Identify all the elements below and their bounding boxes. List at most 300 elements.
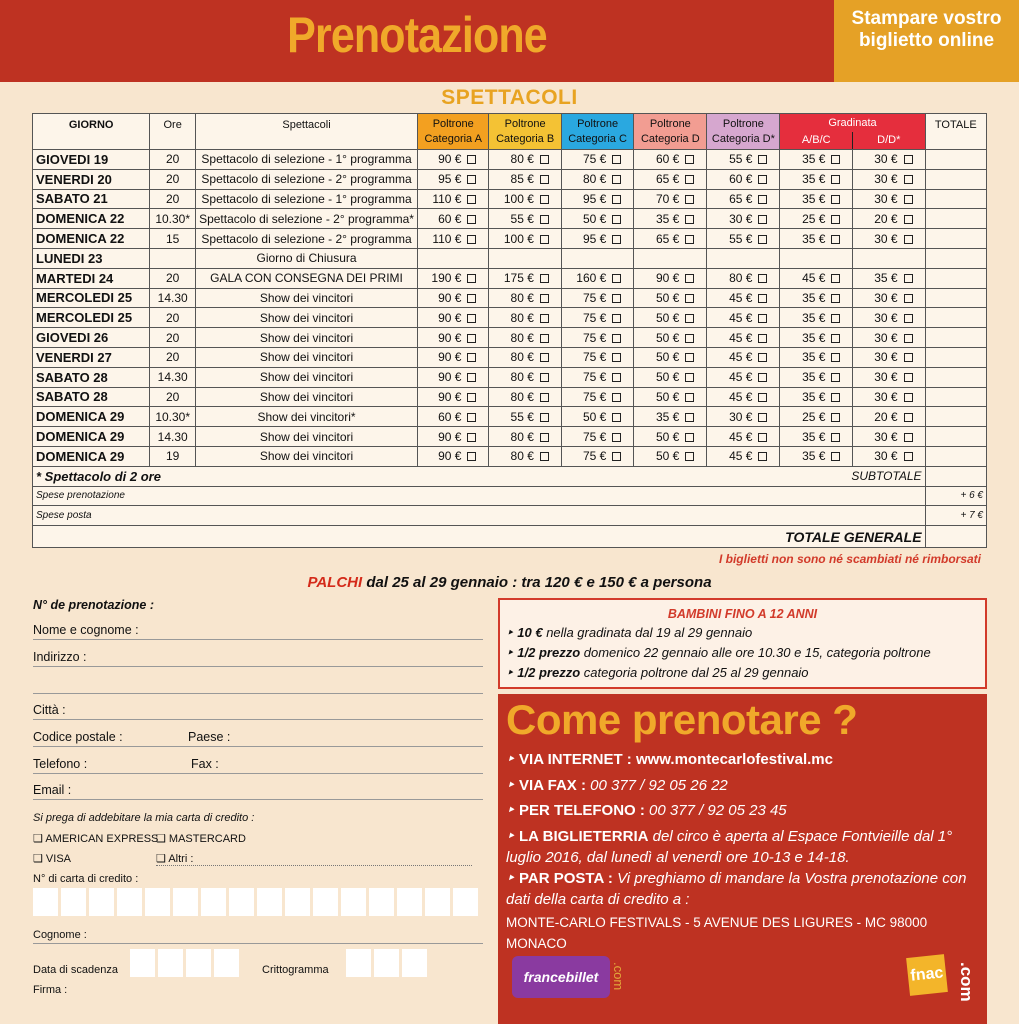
- checkbox-icon[interactable]: [904, 413, 913, 422]
- price-cell[interactable]: 35 €: [780, 229, 853, 249]
- price-cell[interactable]: 100 €: [489, 189, 561, 209]
- day-cell: MERCOLEDI 25: [33, 288, 150, 308]
- total-cell[interactable]: [925, 150, 986, 170]
- price-cell[interactable]: 35 €: [780, 446, 853, 466]
- card-number-label: N° di carta di credito :: [33, 873, 139, 885]
- checkbox-icon[interactable]: [904, 235, 913, 244]
- price-cell[interactable]: 90 €: [417, 328, 488, 348]
- checkbox-icon[interactable]: [540, 294, 549, 303]
- price-cell[interactable]: 95 €: [561, 229, 633, 249]
- col-cat-a: Poltrone Categoria A: [417, 114, 488, 150]
- checkbox-icon[interactable]: [685, 393, 694, 402]
- price-cell[interactable]: 70 €: [634, 189, 707, 209]
- checkbox-icon[interactable]: [540, 452, 549, 461]
- checkbox-icon[interactable]: [758, 393, 767, 402]
- expiry-input[interactable]: [130, 949, 239, 977]
- checkbox-icon[interactable]: [758, 274, 767, 283]
- price-cell[interactable]: 50 €: [634, 288, 707, 308]
- price-cell[interactable]: 30 €: [853, 288, 925, 308]
- price-cell[interactable]: 35 €: [780, 189, 853, 209]
- price-cell[interactable]: 30 €: [853, 387, 925, 407]
- price-cell[interactable]: 35 €: [780, 328, 853, 348]
- price-cell[interactable]: 110 €: [417, 189, 488, 209]
- fnac-com: .com: [957, 962, 976, 1002]
- checkbox-icon[interactable]: [758, 175, 767, 184]
- price-cell[interactable]: 90 €: [417, 150, 488, 170]
- booking-number-label: N° de prenotazione :: [33, 598, 154, 612]
- day-cell: DOMENICA 22: [33, 229, 150, 249]
- price-cell[interactable]: 75 €: [561, 446, 633, 466]
- price-cell[interactable]: 75 €: [561, 288, 633, 308]
- checkbox-icon[interactable]: [758, 314, 767, 323]
- checkbox-icon[interactable]: [831, 175, 840, 184]
- total-cell[interactable]: [925, 169, 986, 189]
- price-cell[interactable]: 75 €: [561, 150, 633, 170]
- table-row: [33, 427, 987, 447]
- checkbox-icon[interactable]: [540, 155, 549, 164]
- price-cell[interactable]: 75 €: [561, 387, 633, 407]
- price-cell[interactable]: 50 €: [634, 367, 707, 387]
- price-cell[interactable]: 30 €: [853, 150, 925, 170]
- price-cell[interactable]: 175 €: [489, 268, 561, 288]
- how-to-book-panel: [498, 694, 987, 1024]
- checkbox-icon[interactable]: [467, 175, 476, 184]
- checkbox-icon[interactable]: [904, 215, 913, 224]
- price-cell[interactable]: 80 €: [489, 367, 561, 387]
- checkbox-icon[interactable]: [540, 413, 549, 422]
- price-cell[interactable]: 35 €: [780, 169, 853, 189]
- time-cell: 20: [150, 347, 196, 367]
- checkbox-icon[interactable]: [904, 314, 913, 323]
- price-cell[interactable]: 30 €: [853, 229, 925, 249]
- empty-cell: [707, 248, 780, 268]
- checkbox-icon[interactable]: [904, 334, 913, 343]
- price-cell[interactable]: 80 €: [561, 169, 633, 189]
- time-cell: 20: [150, 387, 196, 407]
- price-cell[interactable]: 65 €: [634, 229, 707, 249]
- checkbox-icon[interactable]: [612, 353, 621, 362]
- price-cell[interactable]: 50 €: [634, 328, 707, 348]
- table-row: [33, 150, 987, 170]
- price-cell[interactable]: 35 €: [780, 288, 853, 308]
- price-cell[interactable]: 110 €: [417, 229, 488, 249]
- checkbox-icon[interactable]: [831, 334, 840, 343]
- checkbox-icon[interactable]: [467, 433, 476, 442]
- email-field[interactable]: Email :: [33, 780, 483, 800]
- price-cell[interactable]: 75 €: [561, 347, 633, 367]
- price-cell[interactable]: 55 €: [489, 407, 561, 427]
- price-cell[interactable]: 80 €: [489, 387, 561, 407]
- price-cell[interactable]: 60 €: [634, 150, 707, 170]
- checkbox-icon[interactable]: [685, 413, 694, 422]
- checkbox-icon[interactable]: [467, 155, 476, 164]
- price-cell[interactable]: 85 €: [489, 169, 561, 189]
- total-cell[interactable]: [925, 248, 986, 268]
- price-cell[interactable]: 30 €: [707, 407, 780, 427]
- checkbox-icon[interactable]: [758, 334, 767, 343]
- price-cell[interactable]: 75 €: [561, 367, 633, 387]
- table-row: [33, 248, 987, 268]
- price-cell[interactable]: 30 €: [853, 347, 925, 367]
- price-cell[interactable]: 160 €: [561, 268, 633, 288]
- show-cell: Show dei vincitori: [196, 446, 418, 466]
- price-cell[interactable]: 45 €: [707, 427, 780, 447]
- checkbox-icon[interactable]: [612, 334, 621, 343]
- checkbox-icon[interactable]: [685, 452, 694, 461]
- price-cell[interactable]: 30 €: [853, 367, 925, 387]
- price-cell[interactable]: 50 €: [634, 427, 707, 447]
- price-cell[interactable]: 20 €: [853, 407, 925, 427]
- price-cell[interactable]: 35 €: [634, 407, 707, 427]
- price-cell[interactable]: 55 €: [707, 150, 780, 170]
- fnac-logo[interactable]: fnac: [906, 954, 948, 996]
- phone-info: ‣ PER TELEFONO : 00 377 / 92 05 23 45: [506, 802, 787, 819]
- checkbox-icon[interactable]: [685, 334, 694, 343]
- checkbox-icon[interactable]: [904, 373, 913, 382]
- checkbox-icon[interactable]: [831, 314, 840, 323]
- total-cell[interactable]: [925, 209, 986, 229]
- checkbox-icon[interactable]: [685, 215, 694, 224]
- price-cell[interactable]: 35 €: [780, 150, 853, 170]
- price-cell[interactable]: 50 €: [634, 308, 707, 328]
- checkbox-icon[interactable]: [904, 175, 913, 184]
- address-field[interactable]: Indirizzo :: [33, 647, 483, 667]
- checkbox-icon[interactable]: [612, 195, 621, 204]
- price-cell[interactable]: 45 €: [707, 308, 780, 328]
- total-cell[interactable]: [925, 427, 986, 447]
- no-refund-note: I biglietti non sono né scambiati né rimborsati: [718, 552, 981, 566]
- checkbox-icon[interactable]: [467, 294, 476, 303]
- checkbox-icon[interactable]: [758, 373, 767, 382]
- francebillet-logo[interactable]: francebillet: [512, 956, 610, 998]
- checkbox-icon[interactable]: [831, 195, 840, 204]
- price-cell[interactable]: 45 €: [707, 446, 780, 466]
- checkbox-icon[interactable]: [540, 274, 549, 283]
- price-cell[interactable]: 95 €: [561, 189, 633, 209]
- checkbox-icon[interactable]: [904, 353, 913, 362]
- price-cell[interactable]: 35 €: [853, 268, 925, 288]
- show-cell: Giorno di Chiusura: [196, 248, 418, 268]
- price-cell[interactable]: 60 €: [417, 407, 488, 427]
- price-cell[interactable]: 65 €: [634, 169, 707, 189]
- checkbox-icon[interactable]: [540, 314, 549, 323]
- price-cell[interactable]: 50 €: [561, 407, 633, 427]
- grand-total-label: TOTALE GENERALE: [33, 526, 926, 548]
- price-cell[interactable]: 50 €: [634, 347, 707, 367]
- show-cell: Show dei vincitori: [196, 347, 418, 367]
- price-cell[interactable]: 60 €: [707, 169, 780, 189]
- name-field[interactable]: Nome e cognome :: [33, 620, 483, 640]
- price-cell[interactable]: 100 €: [489, 229, 561, 249]
- checkbox-icon[interactable]: [904, 393, 913, 402]
- section-title: SPETTACOLI: [441, 86, 578, 109]
- checkbox-icon[interactable]: [540, 235, 549, 244]
- price-cell[interactable]: 80 €: [489, 288, 561, 308]
- checkbox-icon[interactable]: [904, 294, 913, 303]
- checkbox-icon[interactable]: [685, 314, 694, 323]
- time-cell: 20: [150, 169, 196, 189]
- checkbox-icon[interactable]: [758, 433, 767, 442]
- price-cell[interactable]: 35 €: [780, 347, 853, 367]
- checkbox-icon[interactable]: [540, 215, 549, 224]
- total-cell[interactable]: [925, 387, 986, 407]
- cvv-label: Crittogramma: [262, 964, 329, 976]
- price-cell[interactable]: 45 €: [707, 387, 780, 407]
- show-cell: Spettacolo di selezione - 2° programma*: [196, 209, 418, 229]
- checkbox-icon[interactable]: [540, 393, 549, 402]
- checkbox-icon[interactable]: [685, 235, 694, 244]
- price-cell[interactable]: 30 €: [853, 308, 925, 328]
- grand-total-cell[interactable]: [925, 526, 986, 548]
- amex-checkbox[interactable]: ❑ AMERICAN EXPRESS: [33, 833, 159, 845]
- show-cell: Show dei vincitori: [196, 367, 418, 387]
- price-cell[interactable]: 45 €: [780, 268, 853, 288]
- print-ticket-button[interactable]: Stampare vostro biglietto online: [834, 0, 1019, 82]
- price-cell[interactable]: 90 €: [417, 367, 488, 387]
- price-cell[interactable]: 45 €: [707, 347, 780, 367]
- internet-link[interactable]: ‣ VIA INTERNET : www.montecarlofestival.mc: [506, 751, 833, 768]
- booking-fee-value: + 6 €: [925, 486, 986, 506]
- checkbox-icon[interactable]: [758, 294, 767, 303]
- palchi-info: PALCHI dal 25 al 29 gennaio : tra 120 € e 150 € a persona: [307, 574, 712, 591]
- checkbox-icon[interactable]: [612, 413, 621, 422]
- checkbox-icon[interactable]: [685, 353, 694, 362]
- checkbox-icon[interactable]: [904, 274, 913, 283]
- checkbox-icon[interactable]: [540, 373, 549, 382]
- checkbox-icon[interactable]: [685, 274, 694, 283]
- checkbox-icon[interactable]: [612, 433, 621, 442]
- checkbox-icon[interactable]: [540, 433, 549, 442]
- table-row: [33, 308, 987, 328]
- checkbox-icon[interactable]: [831, 373, 840, 382]
- checkbox-icon[interactable]: [467, 413, 476, 422]
- time-cell: 14.30: [150, 367, 196, 387]
- price-cell[interactable]: 30 €: [853, 189, 925, 209]
- total-cell[interactable]: [925, 268, 986, 288]
- price-cell[interactable]: 75 €: [561, 427, 633, 447]
- checkbox-icon[interactable]: [612, 393, 621, 402]
- time-cell: 14.30: [150, 427, 196, 447]
- price-cell[interactable]: 65 €: [707, 189, 780, 209]
- checkbox-icon[interactable]: [612, 294, 621, 303]
- price-cell[interactable]: 55 €: [489, 209, 561, 229]
- price-cell[interactable]: 95 €: [417, 169, 488, 189]
- cvv-input[interactable]: [346, 949, 427, 977]
- checkbox-icon[interactable]: [758, 215, 767, 224]
- address-field-2[interactable]: [33, 674, 483, 694]
- price-cell[interactable]: 80 €: [489, 427, 561, 447]
- checkbox-icon[interactable]: [467, 274, 476, 283]
- how-to-book-title: Come prenotare ?: [506, 696, 858, 743]
- price-cell[interactable]: 20 €: [853, 209, 925, 229]
- card-number-input[interactable]: [33, 888, 478, 916]
- price-cell[interactable]: 50 €: [561, 209, 633, 229]
- day-cell: SABATO 28: [33, 367, 150, 387]
- postal-address: MONTE-CARLO FESTIVALS - 5 AVENUE DES LIGURES - MC 98000 MONACO: [506, 915, 928, 951]
- price-cell[interactable]: 75 €: [561, 328, 633, 348]
- checkbox-icon[interactable]: [758, 452, 767, 461]
- price-cell[interactable]: 90 €: [417, 308, 488, 328]
- checkbox-icon[interactable]: [685, 195, 694, 204]
- price-cell[interactable]: 30 €: [853, 328, 925, 348]
- price-cell[interactable]: 35 €: [634, 209, 707, 229]
- day-cell: DOMENICA 29: [33, 446, 150, 466]
- time-cell: 20: [150, 328, 196, 348]
- day-cell: DOMENICA 22: [33, 209, 150, 229]
- price-cell[interactable]: 45 €: [707, 328, 780, 348]
- price-cell[interactable]: 190 €: [417, 268, 488, 288]
- price-cell[interactable]: 90 €: [417, 288, 488, 308]
- checkbox-icon[interactable]: [540, 353, 549, 362]
- price-cell[interactable]: 90 €: [417, 427, 488, 447]
- price-cell[interactable]: 80 €: [489, 328, 561, 348]
- table-row: [33, 407, 987, 427]
- empty-cell: [634, 248, 707, 268]
- checkbox-icon[interactable]: [831, 393, 840, 402]
- checkbox-icon[interactable]: [540, 334, 549, 343]
- checkbox-icon[interactable]: [904, 155, 913, 164]
- checkbox-icon[interactable]: [467, 195, 476, 204]
- price-cell[interactable]: 50 €: [634, 387, 707, 407]
- checkbox-icon[interactable]: [831, 274, 840, 283]
- price-cell[interactable]: 90 €: [417, 387, 488, 407]
- checkbox-icon[interactable]: [612, 373, 621, 382]
- show-cell: Show dei vincitori: [196, 328, 418, 348]
- total-cell[interactable]: [925, 308, 986, 328]
- price-cell[interactable]: 90 €: [634, 268, 707, 288]
- checkbox-icon[interactable]: [758, 235, 767, 244]
- checkbox-icon[interactable]: [612, 452, 621, 461]
- checkbox-icon[interactable]: [904, 195, 913, 204]
- checkbox-icon[interactable]: [467, 314, 476, 323]
- checkbox-icon[interactable]: [831, 413, 840, 422]
- day-cell: GIOVEDI 19: [33, 150, 150, 170]
- show-cell: Show dei vincitori: [196, 387, 418, 407]
- checkbox-icon[interactable]: [612, 155, 621, 164]
- price-cell[interactable]: 35 €: [780, 387, 853, 407]
- price-cell[interactable]: 80 €: [489, 308, 561, 328]
- checkbox-icon[interactable]: [540, 175, 549, 184]
- price-cell[interactable]: 25 €: [780, 209, 853, 229]
- fax-info: ‣ VIA FAX : 00 377 / 92 05 26 22: [506, 777, 728, 794]
- checkbox-icon[interactable]: [831, 294, 840, 303]
- price-cell[interactable]: 80 €: [489, 446, 561, 466]
- checkbox-icon[interactable]: [758, 413, 767, 422]
- checkbox-icon[interactable]: [685, 294, 694, 303]
- price-cell[interactable]: 30 €: [707, 209, 780, 229]
- checkbox-icon[interactable]: [831, 155, 840, 164]
- checkbox-icon[interactable]: [685, 175, 694, 184]
- col-cat-d2: Poltrone Categoria D*: [707, 114, 780, 150]
- price-cell[interactable]: 90 €: [417, 446, 488, 466]
- postage-fee-label: Spese posta: [33, 506, 926, 526]
- checkbox-icon[interactable]: [612, 175, 621, 184]
- checkbox-icon[interactable]: [685, 433, 694, 442]
- checkbox-icon[interactable]: [612, 274, 621, 283]
- price-cell[interactable]: 55 €: [707, 229, 780, 249]
- booking-table: [32, 113, 987, 548]
- checkbox-icon[interactable]: [831, 452, 840, 461]
- checkbox-icon[interactable]: [612, 215, 621, 224]
- checkbox-icon[interactable]: [758, 155, 767, 164]
- checkbox-icon[interactable]: [904, 433, 913, 442]
- price-cell[interactable]: 75 €: [561, 308, 633, 328]
- checkbox-icon[interactable]: [540, 195, 549, 204]
- footnote: * Spettacolo di 2 ore: [36, 468, 161, 484]
- checkbox-icon[interactable]: [831, 215, 840, 224]
- checkbox-icon[interactable]: [685, 155, 694, 164]
- total-cell[interactable]: [925, 347, 986, 367]
- phone-field[interactable]: Telefono : Fax :: [33, 754, 483, 774]
- total-cell[interactable]: [925, 189, 986, 209]
- checkbox-icon[interactable]: [467, 353, 476, 362]
- total-cell[interactable]: [925, 407, 986, 427]
- checkbox-icon[interactable]: [467, 235, 476, 244]
- price-cell[interactable]: 80 €: [489, 150, 561, 170]
- subtotal-label: SUBTOTALE: [851, 468, 922, 483]
- checkbox-icon[interactable]: [758, 195, 767, 204]
- mastercard-checkbox[interactable]: ❑ MASTERCARD: [156, 833, 246, 845]
- checkbox-icon[interactable]: [831, 433, 840, 442]
- other-card-checkbox[interactable]: ❑ Altri :: [156, 852, 472, 866]
- checkbox-icon[interactable]: [831, 353, 840, 362]
- show-cell: Show dei vincitori: [196, 308, 418, 328]
- price-cell[interactable]: 35 €: [780, 367, 853, 387]
- total-cell[interactable]: [925, 288, 986, 308]
- table-row: [33, 446, 987, 466]
- day-cell: VENERDI 27: [33, 347, 150, 367]
- card-intro: Si prega di addebitare la mia carta di credito :: [33, 812, 255, 824]
- price-cell[interactable]: 35 €: [780, 308, 853, 328]
- checkbox-icon[interactable]: [904, 452, 913, 461]
- price-cell[interactable]: 30 €: [853, 169, 925, 189]
- table-row: [33, 288, 987, 308]
- price-cell[interactable]: 45 €: [707, 288, 780, 308]
- checkbox-icon[interactable]: [467, 334, 476, 343]
- checkbox-icon[interactable]: [685, 373, 694, 382]
- city-field[interactable]: Città :: [33, 700, 483, 720]
- price-cell[interactable]: 30 €: [853, 427, 925, 447]
- total-cell[interactable]: [925, 446, 986, 466]
- day-cell: DOMENICA 29: [33, 407, 150, 427]
- table-row: [33, 189, 987, 209]
- price-cell[interactable]: 30 €: [853, 446, 925, 466]
- checkbox-icon[interactable]: [612, 314, 621, 323]
- surname-field[interactable]: Cognome :: [33, 924, 483, 944]
- postal-code-field[interactable]: Codice postale : Paese :: [33, 727, 483, 747]
- checkbox-icon[interactable]: [758, 353, 767, 362]
- price-cell[interactable]: 35 €: [780, 427, 853, 447]
- checkbox-icon[interactable]: [612, 235, 621, 244]
- price-cell[interactable]: 50 €: [634, 446, 707, 466]
- price-cell[interactable]: 45 €: [707, 367, 780, 387]
- price-cell[interactable]: 80 €: [489, 347, 561, 367]
- checkbox-icon[interactable]: [467, 452, 476, 461]
- total-cell[interactable]: [925, 367, 986, 387]
- total-cell[interactable]: [925, 328, 986, 348]
- checkbox-icon[interactable]: [467, 373, 476, 382]
- price-cell[interactable]: 90 €: [417, 347, 488, 367]
- visa-checkbox[interactable]: ❑ VISA: [33, 853, 71, 865]
- price-cell[interactable]: 25 €: [780, 407, 853, 427]
- subtotal-cell[interactable]: [925, 466, 986, 486]
- checkbox-icon[interactable]: [467, 215, 476, 224]
- checkbox-icon[interactable]: [831, 235, 840, 244]
- checkbox-icon[interactable]: [467, 393, 476, 402]
- price-cell[interactable]: 60 €: [417, 209, 488, 229]
- total-cell[interactable]: [925, 229, 986, 249]
- price-cell[interactable]: 80 €: [707, 268, 780, 288]
